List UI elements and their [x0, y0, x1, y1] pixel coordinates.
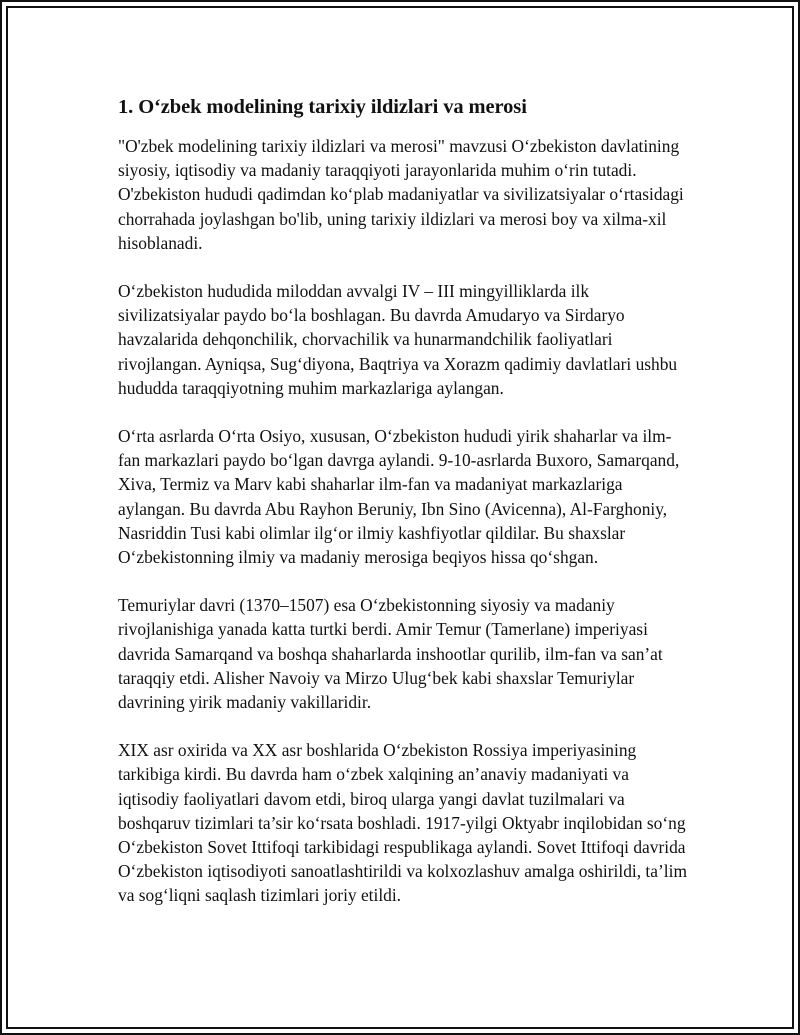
paragraph-3: O‘rta asrlarda O‘rta Osiyo, xususan, O‘zbekiston hududi yirik shaharlar va ilm-fan markazlari paydo bo‘lgan davrga aylandi. 9-10-asrlarda Buxoro, Samarqand, Xiva, Termiz va Marv kabi shaharlar ilm-fan va madaniyat markazlariga aylangan. Bu davrda Abu Rayhon Beruniy, Ibn Sino (Avicenna), Al-Farghoniy, Nasriddin Tusi kabi olimlar ilg‘or ilmiy kashfiyotlar qildilar. Bu shaxslar O‘zbekistonning ilmiy va madaniy merosiga beqiyos hissa qo‘shgan. [118, 426, 680, 568]
section-heading: 1. O‘zbek modelining tarixiy ildizlari va merosi [118, 96, 527, 118]
paragraph-1: "O'zbek modelining tarixiy ildizlari va merosi" mavzusi O‘zbekiston davlatining siyosiy, iqtisodiy va madaniy taraqqiyoti jarayonlarida muhim o‘rin tutadi. O'zbekiston hududi qadimdan ko‘plab madaniyatlar va sivilizatsiyalar o‘rtasidagi chorrahada joylashgan bo'lib, uning tarixiy ildizlari va merosi boy va xilma-xil hisoblanadi. [118, 136, 684, 253]
paragraph-5: XIX asr oxirida va XX asr boshlarida O‘zbekiston Rossiya imperiyasining tarkibiga kirdi. Bu davrda ham o‘zbek xalqining an’anaviy madaniyati va iqtisodiy faoliyatlari davom etdi, biroq ularga yangi davlat tuzilmalari va boshqaruv tizimlari ta’sir ko‘rsata boshladi. 1917-yilgi Oktyabr inqilobidan so‘ng O‘zbekiston Sovet Ittifoqi tarkibidagi respublikaga aylandi. Sovet Ittifoqi davrida O‘zbekiston iqtisodiyoti sanoatlashtirildi va kolxozlashuv amalga oshirildi, ta’lim va sog‘liqni saqlash tizimlari joriy etildi. [118, 740, 687, 906]
paragraph-4: Temuriylar davri (1370–1507) esa O‘zbekistonning siyosiy va madaniy rivojlanishiga yanada katta turtki berdi. Amir Temur (Tamerlane) imperiyasi davrida Samarqand va boshqa shaharlarda inshootlar qurilib, ilm-fan va san’at taraqqiy etdi. Alisher Navoiy va Mirzo Ulug‘bek kabi shaxslar Temuriylar davrining yirik madaniy vakillaridir. [118, 595, 663, 713]
document-body [118, 93, 688, 932]
paragraph-2: O‘zbekiston hududida miloddan avvalgi IV – III mingyilliklarda ilk sivilizatsiyalar paydo bo‘la boshlagan. Bu davrda Amudaryo va Sirdaryo havzalarida dehqonchilik, chorvachilik va hunarmandchilik faoliyatlari rivojlangan. Ayniqsa, Sug‘diyona, Baqtriya va Xorazm qadimiy davlatlari ushbu hududda taraqqiyotning muhim markazlariga aylangan. [118, 281, 678, 398]
